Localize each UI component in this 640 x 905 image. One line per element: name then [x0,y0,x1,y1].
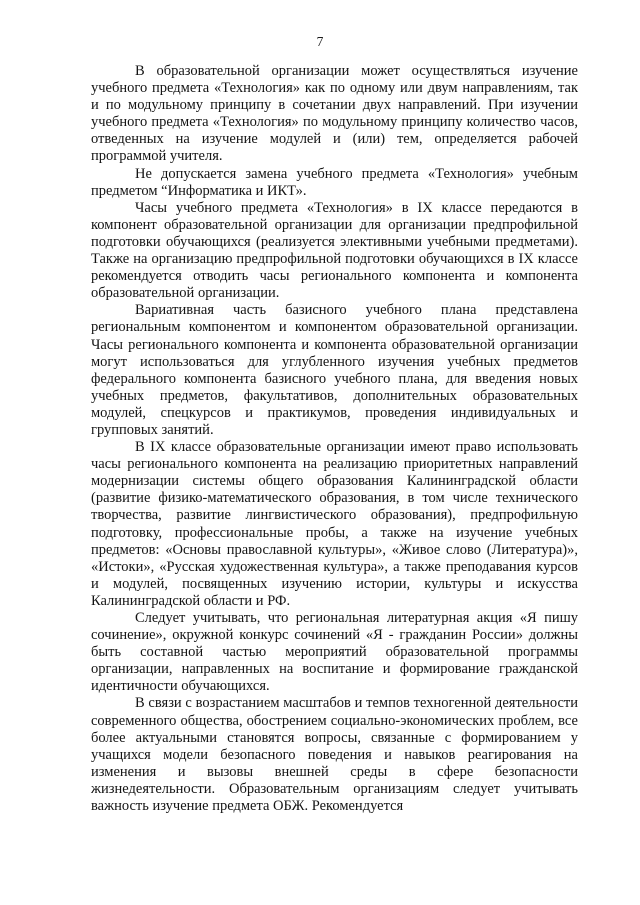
paragraph-technology-study: В образовательной организации может осуществляться изучение учебного предмета «Технология» как по одному или двум направлениям, так и по модульному принципу в сочетании двух направлений. При изучении учебного предмета «Технология» по модульному принципу количество часов, отведенных на изучение модулей и (или) тем, определяется рабочей программой учителя. [91,63,578,165]
paragraph-replacement-prohibited: Не допускается замена учебного предмета «Технология» учебным предметом “Информатика и ИКТ». [91,165,578,199]
paragraph-variable-part: Вариативная часть базисного учебного плана представлена региональным компонентом и компонентом образовательной организации. Часы регионального компонента и компонента образовательной организации могут использоваться для углубленного изучения учебных предметов федерального компонента базисного учебного плана, для введения новых учебных предметов, факультативов, дополнительных образовательных модулей, спецкурсов и практикумов, проведения индивидуальных и групповых занятий. [91,302,578,438]
paragraph-grade-9-hours: Часы учебного предмета «Технология» в IX классе передаются в компонент образовательной организации для организации предпрофильной подготовки обучающихся (реализуется элективными учебными предметами). Также на организацию предпрофильной подготовки обучающихся в IX классе рекомендуется отводить часы регионального компонента и компонента образовательной организации. [91,199,578,302]
paragraph-life-safety: В связи с возрастанием масштабов и темпов техногенной деятельности современного общества, обострением социально-экономических проблем, все более актуальными становятся вопросы, связанные с формированием у учащихся модели безопасного поведения и навыков реагирования на изменения и вызовы внешней среды в сфере безопасности жизнедеятельности. Образовательным организациям следует учитывать важность изучение предмета ОБЖ. Рекомендуется [91,695,578,815]
paragraph-essay-contest: Следует учитывать, что региональная литературная акция «Я пишу сочинение», окружной конкурс сочинений «Я - гражданин России» должны быть составной частью мероприятий образовательной программы организации, направленных на воспитание и формирование гражданской идентичности обучающихся. [91,610,578,695]
paragraph-regional-component: В IX классе образовательные организации имеют право использовать часы регионального компонента на реализацию приоритетных направлений модернизации системы общего образования Калининградской области (развитие физико-математического образования, в том числе технического творчества, развитие лингвистического образования), предпрофильную подготовку, профессиональные пробы, а также на изучение учебных предметов: «Основы православной культуры», «Живое слово (Литература)», «Истоки», «Русская художественная культура», а также преподавания курсов и модулей, посвященных изучению истории, культуры и искусства Калининградской области и РФ. [91,439,578,609]
page-number: 7 [316,34,324,49]
document-body [91,63,578,815]
